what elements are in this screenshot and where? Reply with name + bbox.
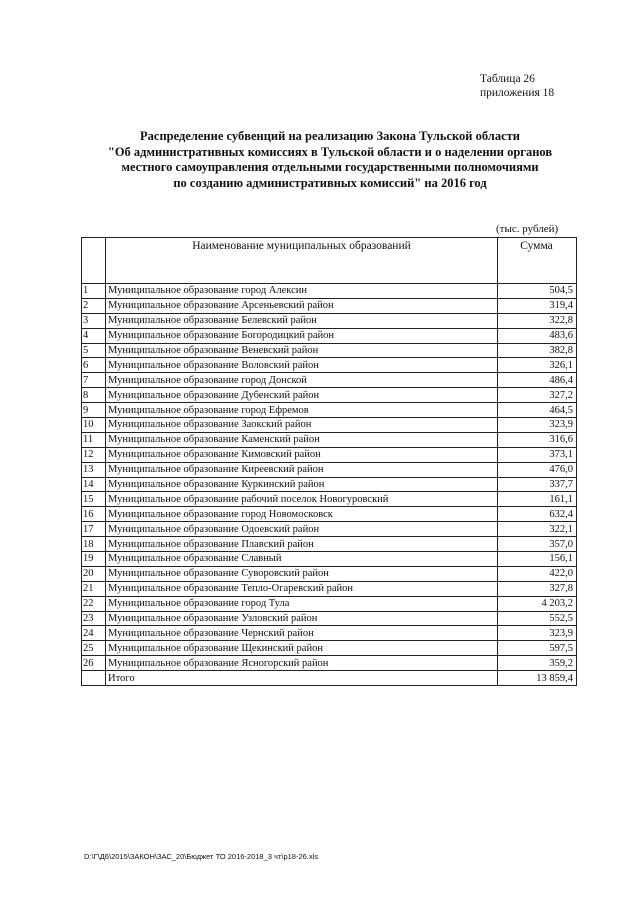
units-label: (тыс. рублей) bbox=[496, 223, 559, 235]
table-row bbox=[82, 358, 577, 373]
table-row bbox=[82, 566, 577, 581]
row-number-cell: 13 bbox=[82, 462, 106, 477]
row-number-cell: 4 bbox=[82, 328, 106, 343]
row-number-cell: 22 bbox=[82, 596, 106, 611]
table-row bbox=[82, 626, 577, 641]
table-row bbox=[82, 388, 577, 403]
total-sum-cell: 13 859,4 bbox=[498, 671, 577, 686]
row-name-cell: Муниципальное образование Белевский район bbox=[106, 313, 498, 328]
table-row bbox=[82, 492, 577, 507]
table-row bbox=[82, 552, 577, 567]
table-row bbox=[82, 403, 577, 418]
row-number-cell: 9 bbox=[82, 403, 106, 418]
table-row bbox=[82, 284, 577, 299]
total-label-cell: Итого bbox=[106, 671, 498, 686]
title-line-3: местного самоуправления отдельными государственными полномочиями bbox=[121, 160, 539, 174]
row-name-cell: Муниципальное образование Арсеньевский район bbox=[106, 298, 498, 313]
row-sum-cell: 322,8 bbox=[498, 313, 577, 328]
row-sum-cell: 552,5 bbox=[498, 611, 577, 626]
table-row bbox=[82, 343, 577, 358]
table-row bbox=[82, 611, 577, 626]
row-number-cell: 5 bbox=[82, 343, 106, 358]
row-number-cell: 26 bbox=[82, 656, 106, 671]
row-number-cell: 3 bbox=[82, 313, 106, 328]
row-name-cell: Муниципальное образование Заокский район bbox=[106, 418, 498, 433]
table-row bbox=[82, 477, 577, 492]
row-name-cell: Муниципальное образование рабочий поселок Новогуровский bbox=[106, 492, 498, 507]
header-name-cell: Наименование муниципальных образований bbox=[106, 238, 498, 284]
file-path-footer: D:\Г\Д6\2015\ЗАКОН\ЗАС_20\Бюджет ТО 2016-2018_3 чт\р18-26.xls bbox=[84, 852, 319, 861]
row-sum-cell: 504,5 bbox=[498, 284, 577, 299]
row-sum-cell: 322,1 bbox=[498, 522, 577, 537]
row-sum-cell: 327,8 bbox=[498, 581, 577, 596]
table-header-row bbox=[82, 238, 577, 284]
total-row bbox=[82, 671, 577, 686]
table-row bbox=[82, 447, 577, 462]
table-row bbox=[82, 596, 577, 611]
row-sum-cell: 156,1 bbox=[498, 552, 577, 567]
table-row bbox=[82, 581, 577, 596]
table-row bbox=[82, 462, 577, 477]
table-row bbox=[82, 656, 577, 671]
appendix-label: приложения 18 bbox=[480, 87, 555, 99]
row-sum-cell: 483,6 bbox=[498, 328, 577, 343]
row-sum-cell: 326,1 bbox=[498, 358, 577, 373]
row-sum-cell: 319,4 bbox=[498, 298, 577, 313]
table-row bbox=[82, 313, 577, 328]
row-sum-cell: 373,1 bbox=[498, 447, 577, 462]
title-line-2: "Об административных комиссиях в Тульской области и о наделении органов bbox=[107, 144, 553, 159]
row-sum-cell: 597,5 bbox=[498, 641, 577, 656]
row-name-cell: Муниципальное образование Одоевский район bbox=[106, 522, 498, 537]
title-line-4: по созданию административных комиссий" на 2016 год bbox=[173, 175, 487, 190]
row-number-cell: 14 bbox=[82, 477, 106, 492]
row-number-cell: 6 bbox=[82, 358, 106, 373]
row-name-cell: Муниципальное образование город Ефремов bbox=[106, 403, 498, 418]
row-sum-cell: 476,0 bbox=[498, 462, 577, 477]
row-number-cell: 10 bbox=[82, 418, 106, 433]
row-name-cell: Муниципальное образование Щекинский район bbox=[106, 641, 498, 656]
row-number-cell: 21 bbox=[82, 581, 106, 596]
row-sum-cell: 316,6 bbox=[498, 432, 577, 447]
row-sum-cell: 382,8 bbox=[498, 343, 577, 358]
row-sum-cell: 323,9 bbox=[498, 626, 577, 641]
row-number-cell: 11 bbox=[82, 432, 106, 447]
row-sum-cell: 161,1 bbox=[498, 492, 577, 507]
row-number-cell: 23 bbox=[82, 611, 106, 626]
row-number-cell: 16 bbox=[82, 507, 106, 522]
table-row bbox=[82, 507, 577, 522]
row-number-cell: 18 bbox=[82, 537, 106, 552]
table-row bbox=[82, 418, 577, 433]
header-number-cell bbox=[82, 238, 106, 284]
row-name-cell: Муниципальное образование город Новомосковск bbox=[106, 507, 498, 522]
row-number-cell: 17 bbox=[82, 522, 106, 537]
subvention-table bbox=[81, 237, 577, 686]
row-sum-cell: 486,4 bbox=[498, 373, 577, 388]
row-name-cell: Муниципальное образование Богородицкий район bbox=[106, 328, 498, 343]
table-reference bbox=[480, 72, 554, 100]
row-number-cell: 12 bbox=[82, 447, 106, 462]
row-sum-cell: 327,2 bbox=[498, 388, 577, 403]
row-number-cell: 8 bbox=[82, 388, 106, 403]
row-name-cell: Муниципальное образование город Донской bbox=[106, 373, 498, 388]
row-name-cell: Муниципальное образование Киреевский район bbox=[106, 462, 498, 477]
row-sum-cell: 422,0 bbox=[498, 566, 577, 581]
row-name-cell: Муниципальное образование Веневский район bbox=[106, 343, 498, 358]
row-name-cell: Муниципальное образование Суворовский район bbox=[106, 566, 498, 581]
row-sum-cell: 337,7 bbox=[498, 477, 577, 492]
row-name-cell: Муниципальное образование Славный bbox=[106, 552, 498, 567]
row-sum-cell: 357,0 bbox=[498, 537, 577, 552]
table-row bbox=[82, 432, 577, 447]
row-sum-cell: 359,2 bbox=[498, 656, 577, 671]
row-name-cell: Муниципальное образование Плавский район bbox=[106, 537, 498, 552]
row-name-cell: Муниципальное образование Чернский район bbox=[106, 626, 498, 641]
row-name-cell: Муниципальное образование город Тула bbox=[106, 596, 498, 611]
row-name-cell: Муниципальное образование Куркинский район bbox=[106, 477, 498, 492]
table-row bbox=[82, 641, 577, 656]
table-row bbox=[82, 537, 577, 552]
row-number-cell: 19 bbox=[82, 552, 106, 567]
row-name-cell: Муниципальное образование Узловский район bbox=[106, 611, 498, 626]
row-number-cell: 20 bbox=[82, 566, 106, 581]
table-number-label: Таблица 26 bbox=[480, 73, 535, 85]
row-number-cell: 2 bbox=[82, 298, 106, 313]
table-row bbox=[82, 298, 577, 313]
row-number-cell: 25 bbox=[82, 641, 106, 656]
row-number-cell: 24 bbox=[82, 626, 106, 641]
row-name-cell: Муниципальное образование Ясногорский район bbox=[106, 656, 498, 671]
document-title bbox=[70, 129, 590, 191]
table-row bbox=[82, 373, 577, 388]
row-number-cell: 7 bbox=[82, 373, 106, 388]
header-sum-cell: Сумма bbox=[498, 238, 577, 284]
row-name-cell: Муниципальное образование Кимовский район bbox=[106, 447, 498, 462]
table-row bbox=[82, 522, 577, 537]
row-sum-cell: 323,9 bbox=[498, 418, 577, 433]
row-number-cell: 1 bbox=[82, 284, 106, 299]
row-name-cell: Муниципальное образование Воловский район bbox=[106, 358, 498, 373]
row-name-cell: Муниципальное образование город Алексин bbox=[106, 284, 498, 299]
title-line-1: Распределение субвенций на реализацию Закона Тульской области bbox=[140, 129, 520, 143]
row-name-cell: Муниципальное образование Дубенский район bbox=[106, 388, 498, 403]
row-number-cell: 15 bbox=[82, 492, 106, 507]
total-number-cell bbox=[82, 671, 106, 686]
row-sum-cell: 464,5 bbox=[498, 403, 577, 418]
row-sum-cell: 632,4 bbox=[498, 507, 577, 522]
row-sum-cell: 4 203,2 bbox=[498, 596, 577, 611]
table-row bbox=[82, 328, 577, 343]
row-name-cell: Муниципальное образование Тепло-Огаревский район bbox=[106, 581, 498, 596]
row-name-cell: Муниципальное образование Каменский район bbox=[106, 432, 498, 447]
